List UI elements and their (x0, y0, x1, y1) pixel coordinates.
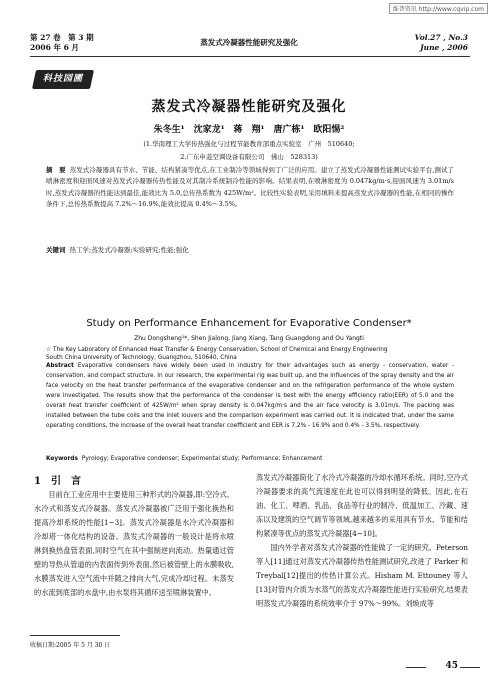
watermark-stamp: 维普资讯 http://www.cqvip.com (389, 3, 488, 14)
abstract-cn-text: 蒸发式冷凝器具有节水、节能、结构紧凑等优点,在工业制冷等领域得到了广泛的应用。建立了蒸发式冷凝器性能测试实验平台,测试了喷淋密度和迎面风速对蒸发式冷凝器传热性能及对其制冷系统制冷性能的影响。结果表明,在喷淋密度为 0.047kg/m·s,迎面风速为 3.01m/s 时,蒸发式冷凝器的性能达到最佳,能效比为 5.0,总传热系数为 425W/m²。比较性实验表明,采用填料来提高蒸发式冷凝器的性能,在相同的操作条件下,总传热系数提高 7.2%～16.9%,能效比提高 0.4%～3.5%。 (46, 166, 455, 209)
running-title: 蒸发式冷凝器性能研究及强化 (200, 38, 298, 47)
right-paragraph-1: 蒸发式冷凝器简化了水冷式冷凝器的冷却水循环系统。同时,空冷式冷凝器要求的高气流速度在此也可以得到明显的降低。因此,在石油、化工、啤酒、乳品、食品等行业的制冷、低温加工、冷藏、速冻以及建筑的空气调节等领域,越来越多的采用具有节水、节能和结构紧凑等优点的蒸发式冷凝器[4~10]。 (256, 473, 468, 538)
english-title: Study on Performance Enhancement for Evaporative Condenser* (86, 318, 412, 329)
right-column (256, 471, 468, 611)
abstract-cn-label: 摘 要 (46, 166, 66, 174)
page-number-rule-left (406, 667, 426, 668)
english-abstract-text: Evaporative condensers have widely been used in industry for their advantages such as energy - conservation, water - conservation, and compact structure. In our research, the experimental rig was built up, and the influences of the spray density and the air face velocity on the heat transfer performance of the evaporative condenser and on the refrigeration performance of the whole system were investigated. The results show that the performance of the condenser is best with the energy efficiency ratio(EER) of 5.0 and the overall heat transfer coefficient of 425W/m² when spray density is 0.047kg/m·s and the air face velocity is 3.01m/s. The packing was installed between the tube coils and the inlet louvers and the comparison experiment was carried out. It is indicated that, under the same operating conditions, the increase of the overall heat transfer coefficient and EER is 7.2% - 16.9% and 0.4% - 3.5%, respectively. (46, 363, 454, 429)
keywords-cn (46, 245, 454, 256)
english-affiliation-2: South China University of Technology, Guangzhou, 510640, China (46, 355, 237, 361)
english-keywords-label: Keywords (46, 456, 78, 462)
issue-date: 2006 年 6 月 (30, 43, 79, 52)
english-keywords-text: Pyrology; Evaporative condenser; Experimental study; Performance; Enhancement (81, 456, 323, 462)
volume-issue: 第 27 卷 第 3 期 (30, 33, 94, 42)
english-abstract-label: Abstract (46, 363, 74, 369)
english-affiliation-1: ☆ The Key Laboratory of Enhanced Heat Transfer & Energy Conservation, School of Chemical and Energy Engineering (46, 347, 388, 353)
header-right (415, 33, 468, 53)
left-paragraph-1: 目前在工业应用中主要使用三种形式的冷凝器,即:空冷式、水冷式和蒸发式冷凝器。蒸发式冷凝器被广泛用于强化换热和提高冷却系统的性能[1~3]。蒸发式冷凝器是水冷式冷凝器和冷却塔一体化结构的设备。蒸发式冷凝器的一般设计是将水喷淋到换热盘管表面,同时空气在其中强制逆向流动。热量通过管壁的导热从管道的内表面传到外表面,然后被管壁上的水膜吸收,水膜蒸发进入空气流中并随之排向大气,完成冷却过程。未蒸发的水流到底部的水盘中,由水泵将其循环送至喷淋装置中。 (34, 490, 234, 597)
section-heading: 1 引 言 (34, 476, 81, 487)
left-column (34, 488, 234, 600)
header-rule (30, 56, 470, 57)
volume-issue-en: Vol.27 , No.3 (414, 33, 468, 42)
column-logo (32, 70, 94, 89)
right-paragraph-2: 国内外学者对蒸发式冷凝器的性能做了一定的研究。Peterson 等人[11]通过对蒸发式冷凝器传热性能测试研究,改进了 Parker 和 Treybal[12]提出的传热计算公式。Hisham M. Ettouney 等人[13]对管内介质为水蒸气的蒸发式冷凝器性能进行实验研究,结果表明蒸发式冷凝器的系统效率介于 97%～99%。刘焕成等 (256, 543, 468, 608)
english-authors: Zhu Dongsheng¹*, Shen Jialong, Jiang Xiang, Tang Guangdong and Ou Yangti (134, 335, 364, 342)
paper-title: 蒸发式冷凝器性能研究及强化 (151, 99, 347, 115)
page-number: 45 (445, 661, 458, 671)
affiliation-1: (1.华南理工大学传热强化与过程节能教育部重点实验室 广州 510640; (143, 140, 355, 148)
keywords-cn-label: 关键词 (46, 246, 66, 254)
received-date: 收稿日期:2005 年 5 月 30 日 (30, 642, 111, 649)
page-number-rule-right (460, 667, 480, 668)
english-abstract (46, 361, 454, 431)
affiliation-2: 2.广东申菱空调设备有限公司 佛山 528313) (180, 153, 318, 161)
abstract-cn (46, 165, 454, 211)
issue-date-en: June , 2006 (420, 43, 468, 52)
english-keywords (46, 456, 454, 462)
column-logo-text: 科技园圃 (42, 74, 83, 84)
keywords-cn-text: 热工学;蒸发式冷凝器;实验研究;性能;强化 (69, 246, 189, 254)
author-list: 朱冬生¹ 沈家龙¹ 蒋 翔¹ 唐广栋¹ 欧阳惕² (153, 125, 345, 135)
footnote-rule (30, 635, 120, 636)
